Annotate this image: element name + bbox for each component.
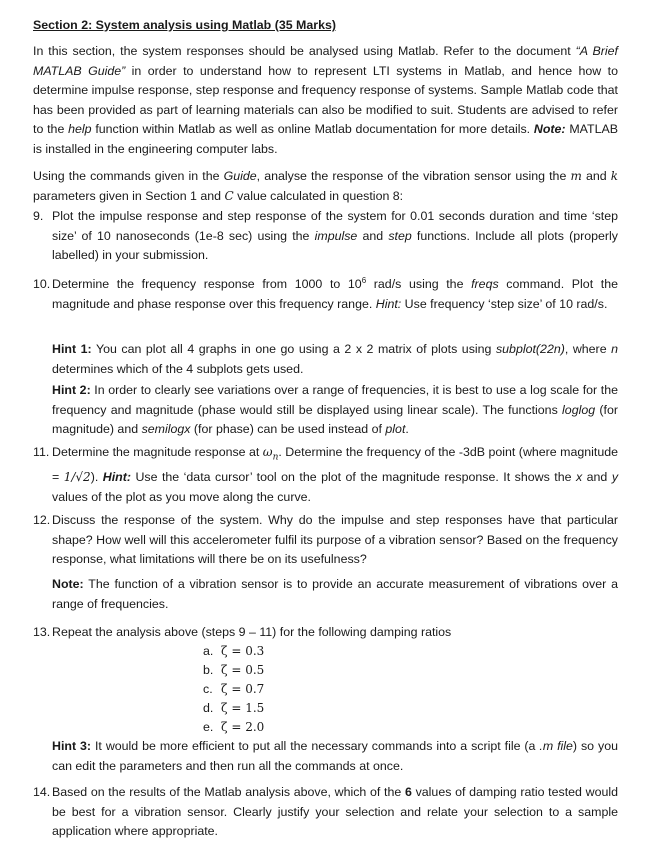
hint-text: . [405,422,409,437]
magnitude-expression: 1/√2 [63,470,91,485]
math-k: k [610,169,618,183]
intro-text: in order to understand how to represent LTI systems in Matlab, and hence how to determine impulse response, step response and frequency response of systems. Sample Matlab code that has been provided as part of learning materials can also be modified to suit. Students are advised to refer to the [33,63,618,137]
question-number: 9. [33,209,44,223]
semilogx-function: semilogx [141,422,191,437]
loglog-function: loglog [562,402,596,417]
count-6: 6 [404,785,412,799]
question-number: 10. [33,277,51,291]
question-text: rad/s using the [366,277,472,291]
damping-option [203,718,264,738]
hint-text: determines which of the 4 subplots gets used. [52,361,304,376]
help-function: help [68,122,92,137]
question-text: Use frequency ‘step size’ of 10 rad/s. [401,296,608,311]
option-value: ζ = 0.7 [221,682,265,696]
damping-option [203,680,264,700]
x-var: x [575,470,583,485]
paragraph-text: parameters given in Section 1 and [33,188,225,203]
question-number: 14. [33,785,51,799]
paragraph-text: value calculated in question 8: [233,188,404,203]
question-text: . Determine the frequency of the -3dB point (where magnitude = [52,445,618,485]
question-text: Determine the magnitude response at [52,445,263,459]
damping-option [203,642,264,662]
question-text: Based on the results of the Matlab analysis above, which of the [52,785,405,799]
paragraph-text: , analyse the response of the vibration sensor using the [256,169,571,183]
m-file: .m file [539,739,573,753]
question-number: 11. [33,445,50,459]
question-text: values of damping ratio tested would be best for a vibration sensor. Clearly justify your selection and relate your selection to a sample application where appropriate. [52,785,618,839]
note-block [52,575,618,614]
hint-text: (for magnitude) and [52,402,618,437]
question-text: Repeat the analysis above (steps 9 – 11) for the following damping ratios [52,625,452,639]
math-c: C [224,188,234,203]
option-label: e. [203,720,214,734]
subplot-function: subplot(22n) [495,342,565,356]
analysis-paragraph [33,167,618,206]
hint-text: (for phase) can be used instead of [190,422,386,437]
question-text: and [357,228,389,243]
exponent: 6 [361,275,367,285]
note-text: The function of a vibration sensor is to provide an accurate measurement of vibrations over a range of frequencies. [52,577,618,611]
damping-option [203,699,264,719]
intro-text: function within Matlab as well as online Matlab documentation for more details. [91,122,534,137]
question-text: Plot the impulse response and step response of the system for 0.01 seconds duration and time ‘step size’ of 10 nanoseconds (1e-8 sec) using the [52,209,618,243]
option-value: ζ = 0.5 [221,663,265,677]
guide-ref: Guide [223,169,257,183]
question-number: 12. [33,513,51,527]
option-label: a. [203,644,214,658]
hint-label: Hint: [375,296,402,311]
plot-function: plot [385,422,406,437]
question-text: and [582,470,612,485]
question-13 [33,623,618,643]
hint-2 [52,381,618,440]
question-text: functions. Include all plots (properly labelled) in your submission. [52,228,618,263]
hint-label: Hint 3: [52,739,92,753]
question-number: 13. [33,625,51,639]
hint-3 [52,737,618,776]
freqs-command: freqs [471,277,499,291]
question-10 [33,275,618,314]
question-12 [33,511,618,570]
question-text: Discuss the response of the system. Why do the impulse and step responses have that particular shape? How well will this accelerometer fulfil its purpose of a vibration sensor? Based on the frequency response, what limitations will there be on its usefulness? [52,513,618,567]
option-label: c. [203,682,213,696]
option-value: ζ = 1.5 [221,701,265,715]
question-text: Use the ‘data cursor’ tool on the plot of the magnitude response. It shows the [130,470,576,485]
section-title: Section 2: System analysis using Matlab (35 Marks) [33,18,336,32]
guide-title: “A Brief MATLAB Guide” [33,44,618,78]
y-var: y [611,470,619,485]
option-value: ζ = 0.3 [221,644,265,658]
question-text: values of the plot as you move along the curve. [52,489,311,504]
question-9 [33,207,618,266]
question-text: ). [90,470,103,485]
option-label: d. [203,701,214,715]
option-value: ζ = 2.0 [221,720,265,734]
hint-text: In order to clearly see variations over a range of frequencies, it is best to use a log scale for the frequency and magnitude (phase would still be displayed using linear scale). The functions [52,383,618,417]
hint-label: Hint 2: [52,383,91,397]
hint-text: , where [564,342,612,356]
option-label: b. [203,663,214,677]
note-label: Note: [52,577,84,591]
question-14 [33,783,618,842]
omega-symbol: ω [262,445,273,459]
omega-subscript: n [272,452,279,463]
intro-paragraph [33,42,618,160]
hint-text: It would be more efficient to put all the necessary commands into a script file (a [91,739,540,753]
question-text: command. Plot the magnitude and phase response over this frequency range. [52,277,618,311]
step-function: step [388,228,412,243]
hint-1 [52,340,618,379]
note-label: Note: [533,122,566,137]
paragraph-text: Using the commands given in the [33,169,224,183]
damping-option [203,661,264,681]
paragraph-text: and [581,169,611,183]
hint-text: You can plot all 4 graphs in one go using a 2 x 2 matrix of plots using [91,342,496,356]
hint-text: ) so you can edit the parameters and then run all the commands at once. [52,739,618,773]
hint-label: Hint: [102,470,131,485]
question-text: Determine the frequency response from 1000 to 10 [52,277,362,291]
impulse-function: impulse [314,228,358,243]
hint-label: Hint 1: [52,342,92,356]
math-m: m [570,169,582,183]
question-11 [33,443,618,507]
variable-n: n [611,342,619,356]
intro-text: In this section, the system responses should be analysed using Matlab. Refer to the document [33,44,571,58]
intro-text: MATLAB is installed in the engineering computer labs. [33,122,618,156]
